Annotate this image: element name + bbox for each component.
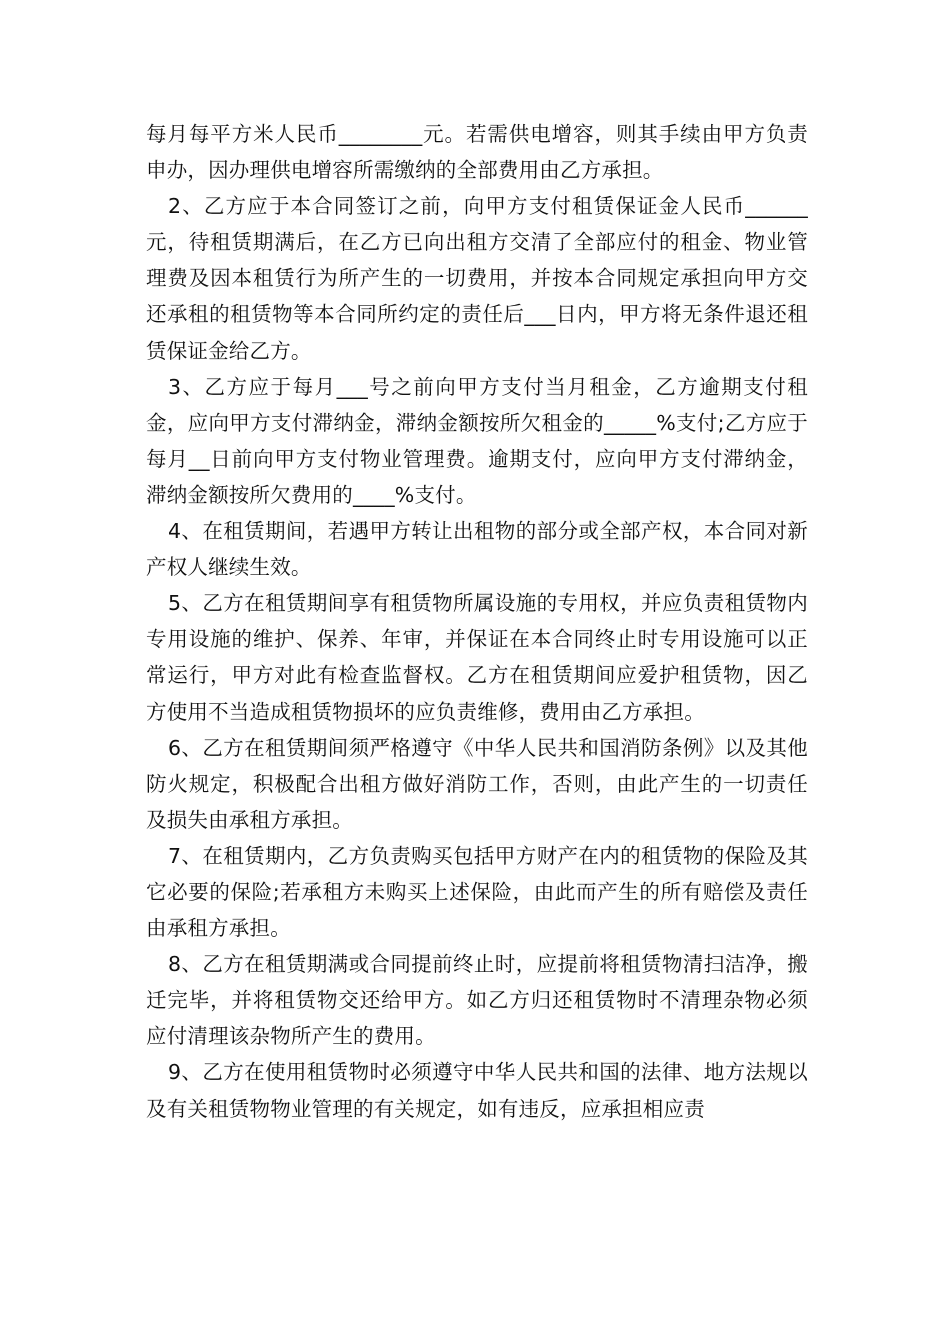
paragraph-continuation: 每月每平方米人民币________元。若需供电增容，则其手续由甲方负责申办，因办理供电增容所需缴纳的全部费用由乙方承担。: [146, 122, 808, 183]
clause-3: 3、乙方应于每月___号之前向甲方支付当月租金，乙方逾期支付租金，应向甲方支付滞纳金，滞纳金额按所欠租金的_____%支付;乙方应于每月__日前向甲方支付物业管理费。逾期支付，应向甲方支付滞纳金，滞纳金额按所欠费用的____%支付。: [146, 374, 808, 507]
clause-5: 5、乙方在租赁期间享有租赁物所属设施的专用权，并应负责租赁物内专用设施的维护、保养、年审，并保证在本合同终止时专用设施可以正常运行，甲方对此有检查监督权。乙方在租赁期间应爱护租赁物，因乙方使用不当造成租赁物损坏的应负责维修，费用由乙方承担。: [146, 591, 808, 724]
clause-7: 7、在租赁期内，乙方负责购买包括甲方财产在内的租赁物的保险及其它必要的保险;若承租方未购买上述保险，由此而产生的所有赔偿及责任由承租方承担。: [146, 843, 808, 941]
clause-6: 6、乙方在租赁期间须严格遵守《中华人民共和国消防条例》以及其他防火规定，积极配合出租方做好消防工作，否则，由此产生的一切责任及损失由承租方承担。: [146, 735, 808, 832]
clause-9: 9、乙方在使用租赁物时必须遵守中华人民共和国的法律、地方法规以及有关租赁物物业管理的有关规定，如有违反，应承担相应责: [146, 1060, 808, 1121]
document-body: [146, 116, 808, 1127]
clause-2: 2、乙方应于本合同签订之前，向甲方支付租赁保证金人民币______元，待租赁期满后，在乙方已向出租方交清了全部应付的租金、物业管理费及因本租赁行为所产生的一切费用，并按本合同规定承担向甲方交还承租的租赁物等本合同所约定的责任后___日内，甲方将无条件退还租赁保证金给乙方。: [146, 194, 808, 363]
clause-8: 8、乙方在租赁期满或合同提前终止时，应提前将租赁物清扫洁净，搬迁完毕，并将租赁物交还给甲方。如乙方归还租赁物时不清理杂物必须应付清理该杂物所产生的费用。: [146, 952, 808, 1049]
clause-4: 4、在租赁期间，若遇甲方转让出租物的部分或全部产权，本合同对新产权人继续生效。: [146, 519, 808, 580]
